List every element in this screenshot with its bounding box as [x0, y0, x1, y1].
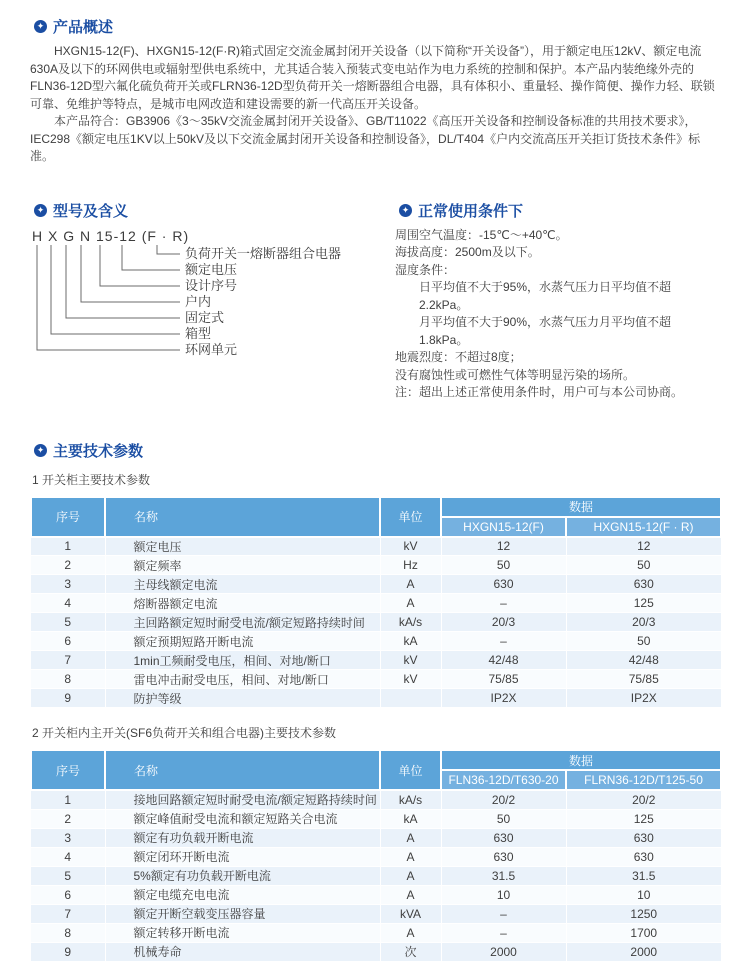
- cell-value-b: 1700: [566, 923, 721, 942]
- table-row: [31, 632, 721, 651]
- overview-paragraph: 本产品符合：GB3906《3～35kV交流金属封闭开关设备》、GB/T11022《高压开关设备和控制设备标准的共用技术要求》，IEC298《额定电压1KV以上50kV及以下交流金属封闭开关设备和控制设备》，DL/T404《户内交流高压开关拒订货技术条件》标准。: [30, 114, 701, 163]
- section-overview: [30, 16, 720, 166]
- cell-no: 8: [31, 923, 105, 942]
- condition-line: 没有腐蚀性或可燃性气体等明显污染的场所。: [395, 367, 636, 382]
- cell-name: 5%额定有功负载开断电流: [105, 866, 380, 885]
- cell-no: 8: [31, 670, 105, 689]
- cell-value-b: 31.5: [566, 866, 721, 885]
- section-bullet-icon: ✦: [34, 20, 47, 33]
- cell-unit: kA: [380, 632, 441, 651]
- cell-no: 5: [31, 613, 105, 632]
- overview-paragraph: HXGN15-12(F)、HXGN15-12(F·R)箱式固定交流金属封闭开关设备（以下简称“开关设备”），用于额定电压12kV、额定电流630A及以下的环网供电或辐射型供电系统中，尤其适合装入预装式变电站作为电力系统的控制和保护。本产品内装绝缘外壳的FLN36-12D型六氟化硫负荷开关或FLRN36-12D型负荷开关一熔断器组合电器，具有体积小、重量轻、操作简便、操作力轻、联锁可靠、免维护等特点，是城市电网改造和建设需要的新一代高压开关设备。: [30, 44, 715, 111]
- table-row: [31, 847, 721, 866]
- switchgear-parameters-table: [30, 496, 722, 709]
- cell-no: 1: [31, 790, 105, 809]
- cell-unit: kA/s: [380, 613, 441, 632]
- model-label: 固定式: [185, 309, 225, 325]
- cell-value-b: 50: [566, 632, 721, 651]
- cell-no: 2: [31, 809, 105, 828]
- cell-unit: [380, 689, 441, 708]
- cell-value-a: 75/85: [441, 670, 566, 689]
- model-line: [122, 245, 180, 270]
- col-header-name: 名称: [105, 750, 380, 790]
- table-row: [31, 828, 721, 847]
- cell-value-a: –: [441, 904, 566, 923]
- cell-name: 额定频率: [105, 556, 380, 575]
- cell-unit: kV: [380, 670, 441, 689]
- table-row: [31, 670, 721, 689]
- cell-value-b: 630: [566, 847, 721, 866]
- cell-unit: 次: [380, 942, 441, 961]
- cell-no: 2: [31, 556, 105, 575]
- cell-name: 额定电压: [105, 537, 380, 556]
- table-row: [31, 537, 721, 556]
- cell-unit: A: [380, 923, 441, 942]
- model-label: 额定电压: [185, 261, 238, 277]
- cell-value-a: 630: [441, 847, 566, 866]
- cell-value-a: 12: [441, 537, 566, 556]
- cell-name: 接地回路额定短时耐受电流/额定短路持续时间: [105, 790, 380, 809]
- cell-value-b: 20/2: [566, 790, 721, 809]
- table-header-row: [31, 750, 721, 770]
- cell-no: 3: [31, 575, 105, 594]
- cell-value-a: 20/2: [441, 790, 566, 809]
- cell-unit: kA: [380, 809, 441, 828]
- parameters-title: [34, 440, 720, 461]
- cell-value-a: 42/48: [441, 651, 566, 670]
- cell-no: 6: [31, 632, 105, 651]
- cell-name: 额定预期短路开断电流: [105, 632, 380, 651]
- cell-value-a: 10: [441, 885, 566, 904]
- cell-unit: kV: [380, 651, 441, 670]
- cell-name: 熔断器额定电流: [105, 594, 380, 613]
- cell-unit: A: [380, 828, 441, 847]
- cell-value-b: 75/85: [566, 670, 721, 689]
- table-row: [31, 923, 721, 942]
- col-header-no: 序号: [31, 750, 105, 790]
- cell-value-b: 42/48: [566, 651, 721, 670]
- section-parameters: [30, 440, 720, 962]
- model-line: [100, 245, 180, 286]
- table-row: [31, 866, 721, 885]
- condition-line: 注：超出上述正常使用条件时，用户可与本公司协商。: [395, 385, 684, 399]
- cell-name: 额定有功负载开断电流: [105, 828, 380, 847]
- table-row: [31, 942, 721, 961]
- cell-unit: Hz: [380, 556, 441, 575]
- section-bullet-icon: ✦: [34, 204, 47, 217]
- table-row: [31, 556, 721, 575]
- condition-line: 周围空气温度：-15℃～+40℃。: [395, 227, 568, 242]
- cell-value-a: 50: [441, 809, 566, 828]
- table-header-row: [31, 497, 721, 517]
- cell-name: 主母线额定电流: [105, 575, 380, 594]
- model-title: [34, 200, 395, 221]
- cell-value-b: 125: [566, 809, 721, 828]
- cell-unit: A: [380, 575, 441, 594]
- cell-no: 6: [31, 885, 105, 904]
- cell-unit: A: [380, 594, 441, 613]
- cell-no: 5: [31, 866, 105, 885]
- table-row: [31, 613, 721, 632]
- model-label: 箱型: [185, 325, 212, 341]
- cell-value-b: 2000: [566, 942, 721, 961]
- cell-value-b: 12: [566, 537, 721, 556]
- cell-name: 主回路额定短时耐受电流/额定短路持续时间: [105, 613, 380, 632]
- parameters-title-text: 主要技术参数: [53, 442, 144, 460]
- cell-value-a: 630: [441, 575, 566, 594]
- cell-value-b: IP2X: [566, 689, 721, 708]
- cell-value-b: 50: [566, 556, 721, 575]
- col-header-unit: 单位: [380, 497, 441, 537]
- cell-name: 额定电缆充电电流: [105, 885, 380, 904]
- model-label: 环网单元: [185, 341, 238, 357]
- cell-unit: A: [380, 847, 441, 866]
- table-row: [31, 790, 721, 809]
- cell-name: 防护等级: [105, 689, 380, 708]
- cell-value-a: IP2X: [441, 689, 566, 708]
- table-row: [31, 689, 721, 708]
- model-line: [157, 245, 180, 254]
- model-line: [51, 245, 180, 334]
- cell-value-b: 1250: [566, 904, 721, 923]
- col-header-data: 数据: [441, 750, 721, 770]
- cell-no: 9: [31, 689, 105, 708]
- table-row: [31, 885, 721, 904]
- cell-no: 7: [31, 651, 105, 670]
- condition-line: 湿度条件：: [395, 262, 456, 277]
- cell-no: 1: [31, 537, 105, 556]
- table-row: [31, 651, 721, 670]
- cell-name: 额定开断空载变压器容量: [105, 904, 380, 923]
- cell-value-a: 630: [441, 828, 566, 847]
- cell-unit: kA/s: [380, 790, 441, 809]
- cell-unit: kVA: [380, 904, 441, 923]
- cell-name: 额定闭环开断电流: [105, 847, 380, 866]
- col-header-model-a: FLN36-12D/T630-20: [441, 770, 566, 790]
- col-header-model-b: HXGN15-12(F · R): [566, 517, 721, 537]
- cell-value-b: 125: [566, 594, 721, 613]
- cell-value-a: 2000: [441, 942, 566, 961]
- section-model: [30, 200, 395, 402]
- table-row: [31, 575, 721, 594]
- col-header-model-b: FLRN36-12D/T125-50: [566, 770, 721, 790]
- col-header-model-a: HXGN15-12(F): [441, 517, 566, 537]
- model-code-diagram: [30, 227, 380, 367]
- col-header-data: 数据: [441, 497, 721, 517]
- cell-no: 4: [31, 847, 105, 866]
- condition-line: 月平均值不大于90%，水蒸气压力月平均值不超1.8kPa。: [419, 315, 672, 347]
- condition-line: 海拔高度：2500m及以下。: [395, 245, 540, 259]
- table-row: [31, 809, 721, 828]
- cell-value-b: 630: [566, 828, 721, 847]
- model-label: 设计序号: [185, 277, 238, 293]
- cell-value-b: 20/3: [566, 613, 721, 632]
- conditions-title-text: 正常使用条件下: [418, 202, 524, 220]
- cell-name: 1min工频耐受电压，相间、对地/断口: [105, 651, 380, 670]
- cell-value-b: 10: [566, 885, 721, 904]
- condition-line: 地震烈度：不超过8度；: [395, 350, 522, 364]
- condition-line: 日平均值不大于95%，水蒸气压力日平均值不超2.2kPa。: [419, 280, 672, 312]
- cell-no: 9: [31, 942, 105, 961]
- cell-value-a: 31.5: [441, 866, 566, 885]
- cell-name: 雷电冲击耐受电压，相间、对地/断口: [105, 670, 380, 689]
- model-label: 户内: [185, 293, 212, 309]
- table-row: [31, 904, 721, 923]
- cell-unit: kV: [380, 537, 441, 556]
- model-and-conditions: [30, 200, 720, 402]
- cell-no: 3: [31, 828, 105, 847]
- cell-no: 7: [31, 904, 105, 923]
- conditions-title: [399, 200, 720, 221]
- col-header-unit: 单位: [380, 750, 441, 790]
- section-bullet-icon: ✦: [399, 204, 412, 217]
- table2-caption: 2 开关柜内主开关(SF6负荷开关和组合电器)主要技术参数: [32, 726, 337, 740]
- overview-title-text: 产品概述: [53, 19, 114, 36]
- cell-value-a: 20/3: [441, 613, 566, 632]
- model-title-text: 型号及含义: [53, 202, 129, 220]
- col-header-name: 名称: [105, 497, 380, 537]
- cell-value-b: 630: [566, 575, 721, 594]
- table1-caption: 1 开关柜主要技术参数: [32, 472, 151, 487]
- cell-value-a: –: [441, 594, 566, 613]
- cell-unit: A: [380, 866, 441, 885]
- overview-title: [34, 16, 720, 37]
- cell-value-a: 50: [441, 556, 566, 575]
- cell-name: 机械寿命: [105, 942, 380, 961]
- col-header-no: 序号: [31, 497, 105, 537]
- model-code: H X G N 15-12 (F · R): [32, 227, 190, 244]
- section-bullet-icon: ✦: [34, 444, 47, 457]
- cell-value-a: –: [441, 632, 566, 651]
- table-row: [31, 594, 721, 613]
- model-line: [66, 245, 180, 318]
- cell-name: 额定峰值耐受电流和额定短路关合电流: [105, 809, 380, 828]
- cell-unit: A: [380, 885, 441, 904]
- cell-value-a: –: [441, 923, 566, 942]
- cell-no: 4: [31, 594, 105, 613]
- model-label: 负荷开关一熔断器组合电器: [185, 245, 342, 261]
- section-conditions: [395, 200, 720, 402]
- cell-name: 额定转移开断电流: [105, 923, 380, 942]
- main-switch-parameters-table: [30, 749, 722, 962]
